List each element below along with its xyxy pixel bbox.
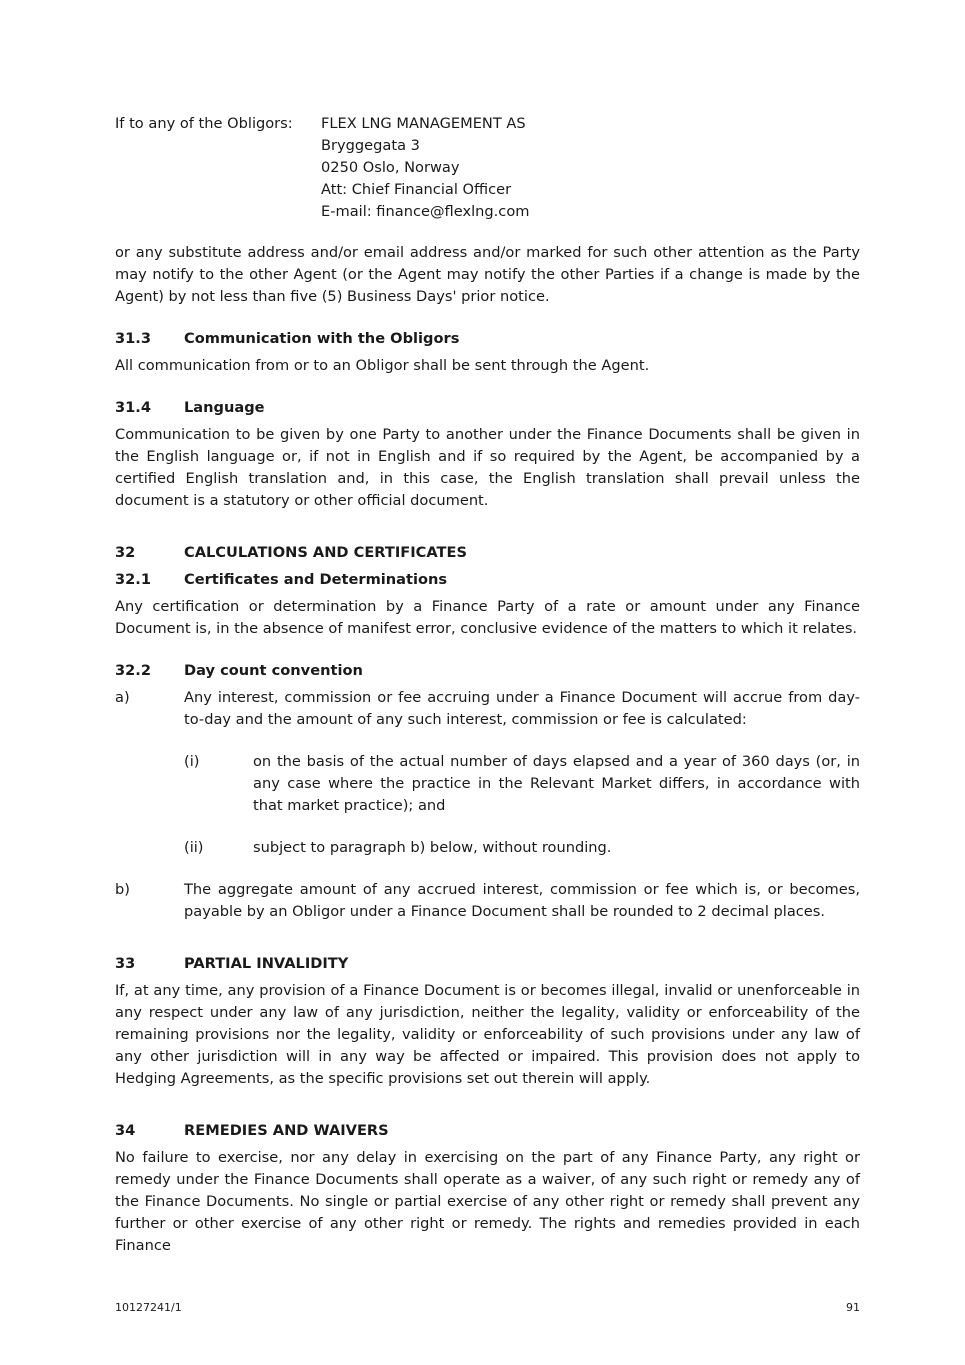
section-32-2-heading [115,660,860,682]
address-line: Bryggegata 3 [321,137,420,154]
section-33-text: If, at any time, any provision of a Finance Document is or becomes illegal, invalid or unenforceable in any respect under any law of any jurisdiction, neither the legality, validity or enforceability of the remaining provisions nor the legality, validity or enforceability of such provisions under any law of any other jurisdiction will in any way be affected or impaired. This provision does not apply to Hedging Agreements, as the specific provisions set out therein will apply. [115,982,860,1087]
section-33-heading [115,953,860,975]
page-footer [115,1301,860,1315]
document-page [115,113,860,1257]
clause-subitem-ii [184,837,860,859]
section-31-4-text: Communication to be given by one Party to another under the Finance Documents shall be given in the English language or, if not in English and if so required by the Agent, be accompanied by a certified English translation and, in this case, the English translation shall prevail unless the document is a statutory or other official document. [115,426,860,509]
clause-marker: (i) [184,753,200,770]
section-number: 32 [115,544,136,561]
clause-text: The aggregate amount of any accrued interest, commission or fee which is, or becomes, payable by an Obligor under a Finance Document shall be rounded to 2 decimal places. [184,881,860,920]
clause-marker: b) [115,881,130,898]
clause-marker: (ii) [184,839,204,856]
section-title: CALCULATIONS AND CERTIFICATES [184,544,467,561]
section-title: Language [184,399,265,416]
section-title: PARTIAL INVALIDITY [184,955,349,972]
clause-item-b [115,879,860,923]
section-title: Communication with the Obligors [184,330,460,347]
section-number: 32.2 [115,662,152,679]
section-32-heading [115,542,860,564]
address-lines [321,113,529,223]
clause-marker: a) [115,689,130,706]
obligor-address-block [115,113,860,223]
clause-subitem-i [184,751,860,817]
address-line: Att: Chief Financial Officer [321,181,512,198]
section-34-text: No failure to exercise, nor any delay in exercising on the part of any Finance Party, any right or remedy under the Finance Documents shall operate as a waiver, of any such right or remedy any of the Finance Documents. No single or partial exercise of any other right or remedy shall prevent any further or other exercise of any other right or remedy. The rights and remedies provided in each Finance [115,1149,860,1254]
section-32-1-text: Any certification or determination by a Finance Party of a rate or amount under any Finance Document is, in the absence of manifest error, conclusive evidence of the matters to which it relates. [115,598,860,637]
section-number: 33 [115,955,136,972]
clause-text: subject to paragraph b) below, without rounding. [253,839,612,856]
section-number: 34 [115,1122,136,1139]
address-line: 0250 Oslo, Norway [321,159,460,176]
section-32-1-heading [115,569,860,591]
section-title: REMEDIES AND WAIVERS [184,1122,389,1139]
clause-item-a [115,687,860,731]
document-id: 10127241/1 [115,1301,182,1314]
section-31-3-text: All communication from or to an Obligor shall be sent through the Agent. [115,357,650,374]
substitute-address-paragraph: or any substitute address and/or email address and/or marked for such other attention as the Party may notify to the other Agent (or the Agent may notify the other Parties if a change is made by the Agent) by not less than five (5) Business Days' prior notice. [115,244,860,305]
section-title: Day count convention [184,662,363,679]
section-31-3-heading [115,328,860,350]
clause-text: on the basis of the actual number of days elapsed and a year of 360 days (or, in any case where the practice in the Relevant Market differs, in accordance with that market practice); and [253,753,860,814]
section-number: 31.4 [115,399,152,416]
section-number: 31.3 [115,330,152,347]
section-34-heading [115,1120,860,1142]
page-number: 91 [846,1301,860,1314]
clause-text: Any interest, commission or fee accruing under a Finance Document will accrue from day-to-day and the amount of any such interest, commission or fee is calculated: [184,689,860,728]
section-title: Certificates and Determinations [184,571,448,588]
section-number: 32.1 [115,571,152,588]
address-label: If to any of the Obligors: [115,115,293,132]
address-line: FLEX LNG MANAGEMENT AS [321,115,526,132]
address-line: E-mail: finance@flexlng.com [321,203,530,220]
section-31-4-heading [115,397,860,419]
